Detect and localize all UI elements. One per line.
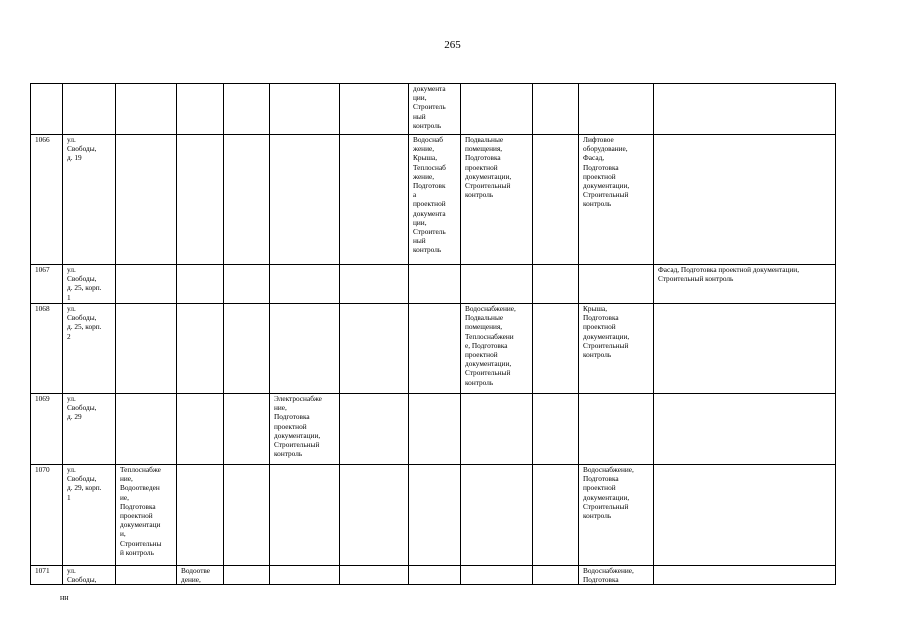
- work-cell-5: [340, 394, 409, 465]
- row-number-cell: 1070: [31, 465, 63, 566]
- address-cell: ул. Свободы, д. 29, корп. 1: [63, 465, 116, 566]
- work-cell-8: [533, 394, 579, 465]
- work-cell-3: [224, 465, 270, 566]
- work-cell-6: [409, 566, 461, 585]
- work-cell-5: [340, 304, 409, 394]
- address-cell: ул. Свободы, д. 29: [63, 394, 116, 465]
- work-cell-9: Водоснабжение, Подготовка: [579, 566, 654, 585]
- row-number-cell: 1067: [31, 265, 63, 304]
- work-cell-5: [340, 465, 409, 566]
- work-cell-8: [533, 566, 579, 585]
- work-cell-6: документа ции, Строитель ный контроль: [409, 84, 461, 135]
- work-cell-1: Теплоснабже ние, Водоотведен ие, Подготовка проектной документаци и, Строительны й контроль: [116, 465, 177, 566]
- footer-note: нн: [60, 593, 69, 602]
- work-cell-2: [177, 135, 224, 265]
- work-cell-10: [654, 304, 836, 394]
- work-cell-6: Водоснаб жение, Крыша, Теплоснаб жение, Подготовк а проектной документа ции, Строитель ный контроль: [409, 135, 461, 265]
- work-cell-8: [533, 84, 579, 135]
- work-cell-6: [409, 394, 461, 465]
- table-row: [31, 84, 836, 135]
- work-cell-10: Фасад, Подготовка проектной документации, Строительный контроль: [654, 265, 836, 304]
- work-cell-1: [116, 304, 177, 394]
- work-cell-4: [270, 265, 340, 304]
- work-cell-4: [270, 304, 340, 394]
- work-cell-2: Водоотве дение,: [177, 566, 224, 585]
- work-cell-9: [579, 394, 654, 465]
- address-cell: ул. Свободы, д. 25, корп. 1: [63, 265, 116, 304]
- row-number-cell: 1068: [31, 304, 63, 394]
- work-cell-6: [409, 265, 461, 304]
- work-cell-7: [461, 265, 533, 304]
- work-cell-2: [177, 304, 224, 394]
- work-cell-9: Крыша, Подготовка проектной документации, Строительный контроль: [579, 304, 654, 394]
- work-cell-2: [177, 394, 224, 465]
- work-cell-2: [177, 84, 224, 135]
- table-row: [31, 394, 836, 465]
- work-cell-4: Электроснабже ние, Подготовка проектной документации, Строительный контроль: [270, 394, 340, 465]
- table-row: [31, 465, 836, 566]
- work-cell-1: [116, 84, 177, 135]
- work-cell-9: [579, 84, 654, 135]
- table-row: [31, 566, 836, 585]
- work-cell-5: [340, 135, 409, 265]
- work-cell-9: Водоснабжение, Подготовка проектной документации, Строительный контроль: [579, 465, 654, 566]
- work-cell-8: [533, 304, 579, 394]
- work-cell-7: Водоснабжение, Подвальные помещения, Теплоснабжени е, Подготовка проектной документации, Строительный контроль: [461, 304, 533, 394]
- work-cell-7: [461, 394, 533, 465]
- work-cell-6: [409, 304, 461, 394]
- work-cell-5: [340, 265, 409, 304]
- work-cell-3: [224, 566, 270, 585]
- work-cell-8: [533, 135, 579, 265]
- work-cell-1: [116, 135, 177, 265]
- work-cell-9: Лифтовое оборудование, Фасад, Подготовка проектной документации, Строительный контроль: [579, 135, 654, 265]
- address-cell: ул. Свободы, д. 19: [63, 135, 116, 265]
- work-cell-4: [270, 84, 340, 135]
- address-cell: ул. Свободы,: [63, 566, 116, 585]
- address-cell: [63, 84, 116, 135]
- work-cell-1: [116, 265, 177, 304]
- work-cell-6: [409, 465, 461, 566]
- work-cell-4: [270, 135, 340, 265]
- repair-schedule-table: [30, 83, 836, 585]
- row-number-cell: [31, 84, 63, 135]
- work-cell-4: [270, 566, 340, 585]
- work-cell-3: [224, 135, 270, 265]
- row-number-cell: 1069: [31, 394, 63, 465]
- table-row: [31, 135, 836, 265]
- work-cell-1: [116, 394, 177, 465]
- work-cell-10: [654, 135, 836, 265]
- work-cell-3: [224, 84, 270, 135]
- table-row: [31, 304, 836, 394]
- row-number-cell: 1071: [31, 566, 63, 585]
- address-cell: ул. Свободы, д. 25, корп. 2: [63, 304, 116, 394]
- work-cell-10: [654, 566, 836, 585]
- work-cell-7: [461, 84, 533, 135]
- work-cell-7: [461, 465, 533, 566]
- work-cell-10: [654, 394, 836, 465]
- table-row: [31, 265, 836, 304]
- work-cell-3: [224, 265, 270, 304]
- work-cell-8: [533, 265, 579, 304]
- row-number-cell: 1066: [31, 135, 63, 265]
- work-cell-5: [340, 566, 409, 585]
- work-cell-2: [177, 465, 224, 566]
- page-number: 265: [444, 39, 461, 51]
- work-cell-2: [177, 265, 224, 304]
- work-cell-3: [224, 304, 270, 394]
- work-cell-7: Подвальные помещения, Подготовка проектной документации, Строительный контроль: [461, 135, 533, 265]
- work-cell-1: [116, 566, 177, 585]
- work-cell-4: [270, 465, 340, 566]
- work-cell-5: [340, 84, 409, 135]
- work-cell-9: [579, 265, 654, 304]
- work-cell-3: [224, 394, 270, 465]
- work-cell-7: [461, 566, 533, 585]
- work-cell-10: [654, 465, 836, 566]
- work-cell-8: [533, 465, 579, 566]
- work-cell-10: [654, 84, 836, 135]
